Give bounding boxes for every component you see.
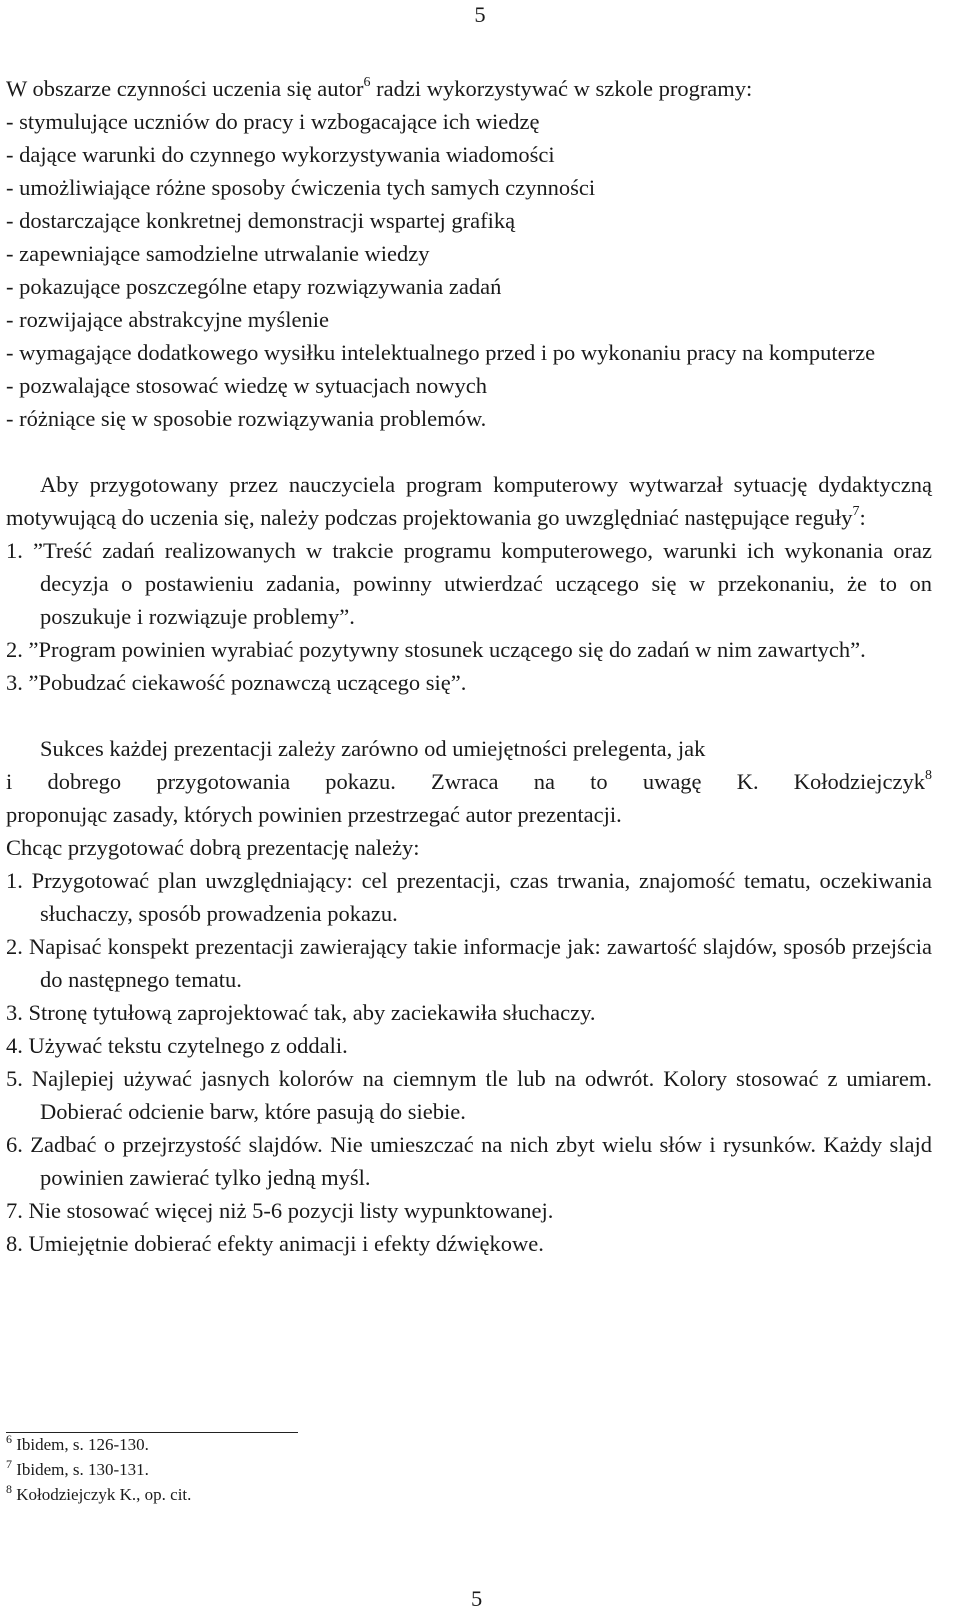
footnote-ref-6[interactable]: 6 <box>363 75 371 90</box>
paragraph-gap <box>6 699 932 732</box>
step-item: 2. Napisać konspekt prezentacji zawierający takie informacje jak: zawartość slajdów, sposób przejścia do następnego tematu. <box>6 934 932 992</box>
list-item: - stymulujące uczniów do pracy i wzbogacające ich wiedzę <box>6 109 540 134</box>
step-item: 1. Przygotować plan uwzględniający: cel prezentacji, czas trwania, znajomość tematu, oczekiwania słuchaczy, sposób prowadzenia pokazu. <box>6 868 932 926</box>
page-number-top: 5 <box>474 2 486 27</box>
paragraph-gap <box>6 435 932 468</box>
paragraph-presentation-line: Chcąc przygotować dobrą prezentację należy: <box>6 835 420 860</box>
step-item: 7. Nie stosować więcej niż 5-6 pozycji listy wypunktowanej. <box>6 1198 554 1223</box>
list-item: - pozwalające stosować wiedzę w sytuacjach nowych <box>6 373 488 398</box>
rule-item: 1. ”Treść zadań realizowanych w trakcie programu komputerowego, warunki ich wykonania oraz decyzja o postawieniu zadania, powinny utwierdzać uczącego się w przekonaniu, że to on poszukuje i rozwiązuje problemy”. <box>6 538 932 629</box>
footnote: $^7$ Ibidem, s. 130-131. <box>6 1457 149 1479</box>
step-item: 3. Stronę tytułową zaprojektować tak, aby zaciekawiła słuchaczy. <box>6 1000 596 1025</box>
footnotes <box>6 1432 191 1507</box>
step-item: 6. Zadbać o przejrzystość slajdów. Nie umieszczać na nich zbyt wielu słów i rysunków. Każdy slajd powinien zawierać tylko jedną myśl. <box>6 1132 932 1190</box>
footnote: $^6$ Ibidem, s. 126-130. <box>6 1432 149 1454</box>
list-item: - różniące się w sposobie rozwiązywania problemów. <box>6 406 487 431</box>
list-item: - wymagające dodatkowego wysiłku intelektualnego przed i po wykonaniu pracy na komputerze <box>6 340 876 365</box>
main-text <box>6 72 932 1260</box>
list-item: - umożliwiające różne sposoby ćwiczenia tych samych czynności <box>6 175 596 200</box>
list-item: - pokazujące poszczególne etapy rozwiązywania zadań <box>6 274 502 299</box>
step-item: 4. Używać tekstu czytelnego z oddali. <box>6 1033 348 1058</box>
paragraph-presentation-line: proponując zasady, których powinien przestrzegać autor prezentacji. <box>6 802 622 827</box>
footnote-ref-8[interactable]: 8 <box>925 768 932 783</box>
list-item: - dające warunki do czynnego wykorzystywania wiadomości <box>6 142 555 167</box>
list-item: - dostarczające konkretnej demonstracji wspartej grafiką <box>6 208 516 233</box>
list-item: - zapewniające samodzielne utrwalanie wiedzy <box>6 241 430 266</box>
list-item: - rozwijające abstrakcyjne myślenie <box>6 307 329 332</box>
paragraph-presentation-line: Sukces każdej prezentacji zależy zarówno od umiejętności prelegenta, jak <box>40 736 706 761</box>
paragraph-presentation-line: i dobrego przygotowania pokazu. Zwraca na to uwagę K. Kołodziejczyk$^8$ <box>6 768 932 794</box>
rule-item: 2. ”Program powinien wyrabiać pozytywny stosunek uczącego się do zadań w nim zawartych”. <box>6 637 866 662</box>
step-item: 5. Najlepiej używać jasnych kolorów na ciemnym tle lub na odwrót. Kolory stosować z umiarem. Dobierać odcienie barw, które pasują do siebie. <box>6 1066 932 1124</box>
footnote: $^8$ Kołodziejczyk K., op. cit. <box>6 1482 192 1504</box>
step-item: 8. Umiejętnie dobierać efekty animacji i efekty dźwiękowe. <box>6 1231 544 1256</box>
footnote-ref-7[interactable]: 7 <box>852 504 860 519</box>
page-number-bottom: 5 <box>471 1586 483 1611</box>
paragraph-intro: W obszarze czynności uczenia się autor$^6$ radzi wykorzystywać w szkole programy: <box>6 75 753 101</box>
paragraph-rules: Aby przygotowany przez nauczyciela program komputerowy wytwarzał sytuację dydaktyczną motywującą do uczenia się, należy podczas projektowania go uwzględniać następujące reguły$^7$: <box>6 472 932 530</box>
rule-item: 3. ”Pobudzać ciekawość poznawczą uczącego się”. <box>6 670 467 695</box>
